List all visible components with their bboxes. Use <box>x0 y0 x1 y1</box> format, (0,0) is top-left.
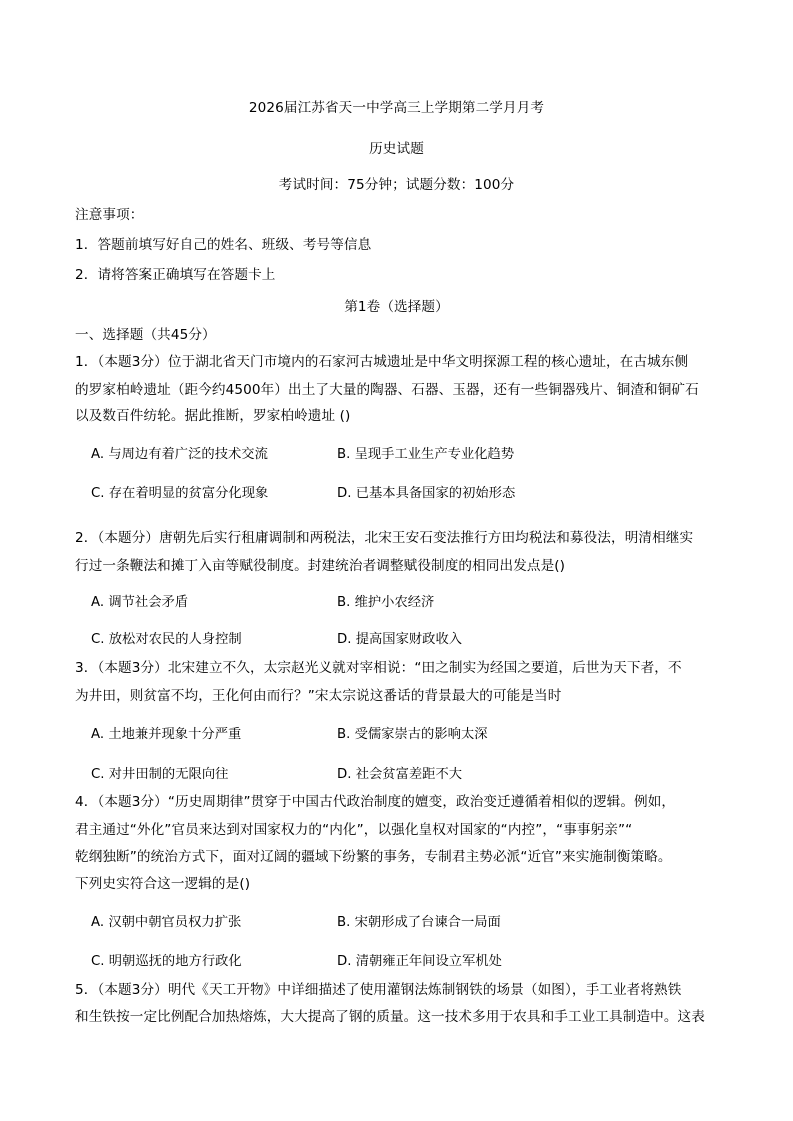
question-line: 下列史实符合这一逻辑的是() <box>75 876 251 892</box>
option-b[interactable]: B. 维护小农经济 <box>337 595 435 610</box>
volume-title: 第1卷（选择题） <box>344 299 449 315</box>
exam-title: 2026届江苏省天一中学高三上学期第二学月月考 <box>248 100 545 116</box>
option-d[interactable]: D. 提高国家财政收入 <box>337 632 463 647</box>
option-d[interactable]: D. 已基本具备国家的初始形态 <box>337 486 516 501</box>
question-line: 5．（本题3分）明代《天工开物》中详细描述了使用灌钢法炼制钢铁的场景（如图），手工业者将熟铁 <box>75 982 682 998</box>
question-line: 以及数百件纺轮。据此推断，罗家柏岭遗址 () <box>75 408 351 424</box>
question-line: 的罗家柏岭遗址（距今约4500年）出土了大量的陶器、石器、玉器，还有一些铜器残片、铜渣和铜矿石 <box>75 382 699 398</box>
question-line: 4．（本题3分）“历史周期律”贯穿于中国古代政治制度的嬗变，政治变迁遵循着相似的逻辑。例如， <box>75 794 676 810</box>
option-c[interactable]: C. 放松对农民的人身控制 <box>91 632 242 647</box>
exam-info: 考试时间：75分钟；试题分数：100分 <box>278 177 515 193</box>
option-d[interactable]: D. 社会贫富差距不大 <box>337 767 463 782</box>
question-line: 乾纲独断”的统治方式下，面对辽阔的疆域下纷繁的事务，专制君主势必派“近官”来实施制衡策略。 <box>75 849 672 865</box>
question-line: 和生铁按一定比例配合加热熔炼，大大提高了钢的质量。这一技术多用于农具和手工业工具制造中。这表 <box>75 1009 705 1025</box>
option-b[interactable]: B. 受儒家崇古的影响太深 <box>337 727 488 742</box>
option-b[interactable]: B. 宋朝形成了台谏合一局面 <box>337 915 501 930</box>
note-item: 2．请将答案正确填写在答题卡上 <box>75 267 276 283</box>
question-line: 君主通过“外化”官员来达到对国家权力的“内化”，以强化皇权对国家的“内控”，“事事躬亲”“ <box>75 822 633 838</box>
question-line: 1．（本题3分）位于湖北省天门市境内的石家河古城遗址是中华文明探源工程的核心遗址，在古城东侧 <box>75 354 689 370</box>
question-line: 2．（本题分）唐朝先后实行租庸调制和两税法，北宋王安石变法推行方田均税法和募役法，明清相继实 <box>75 530 694 546</box>
question-line: 3．（本题3分）北宋建立不久，太宗赵光义就对宰相说：“田之制实为经国之要道，后世为天下者，不 <box>75 660 682 676</box>
option-c[interactable]: C. 明朝巡抚的地方行政化 <box>91 954 242 969</box>
option-a[interactable]: A. 汉朝中朝官员权力扩张 <box>91 915 242 930</box>
option-c[interactable]: C. 存在着明显的贫富分化现象 <box>91 486 269 501</box>
question-line: 行过一条鞭法和摊丁入亩等赋役制度。封建统治者调整赋役制度的相同出发点是() <box>75 558 566 574</box>
notes-heading: 注意事项： <box>75 207 144 223</box>
note-item: 1．答题前填写好自己的姓名、班级、考号等信息 <box>75 237 372 253</box>
option-a[interactable]: A. 调节社会矛盾 <box>91 595 189 610</box>
option-b[interactable]: B. 呈现手工业生产专业化趋势 <box>337 447 515 462</box>
option-a[interactable]: A. 土地兼并现象十分严重 <box>91 727 242 742</box>
section-heading: 一、选择题（共45分） <box>75 327 216 343</box>
question-line: 为井田，则贫富不均，王化何由而行？”宋太宗说这番话的背景最大的可能是当时 <box>75 688 562 704</box>
option-c[interactable]: C. 对井田制的无限向往 <box>91 767 229 782</box>
subject-title: 历史试题 <box>369 141 424 157</box>
option-d[interactable]: D. 清朝雍正年间设立军机处 <box>337 954 502 969</box>
option-a[interactable]: A. 与周边有着广泛的技术交流 <box>91 447 268 462</box>
